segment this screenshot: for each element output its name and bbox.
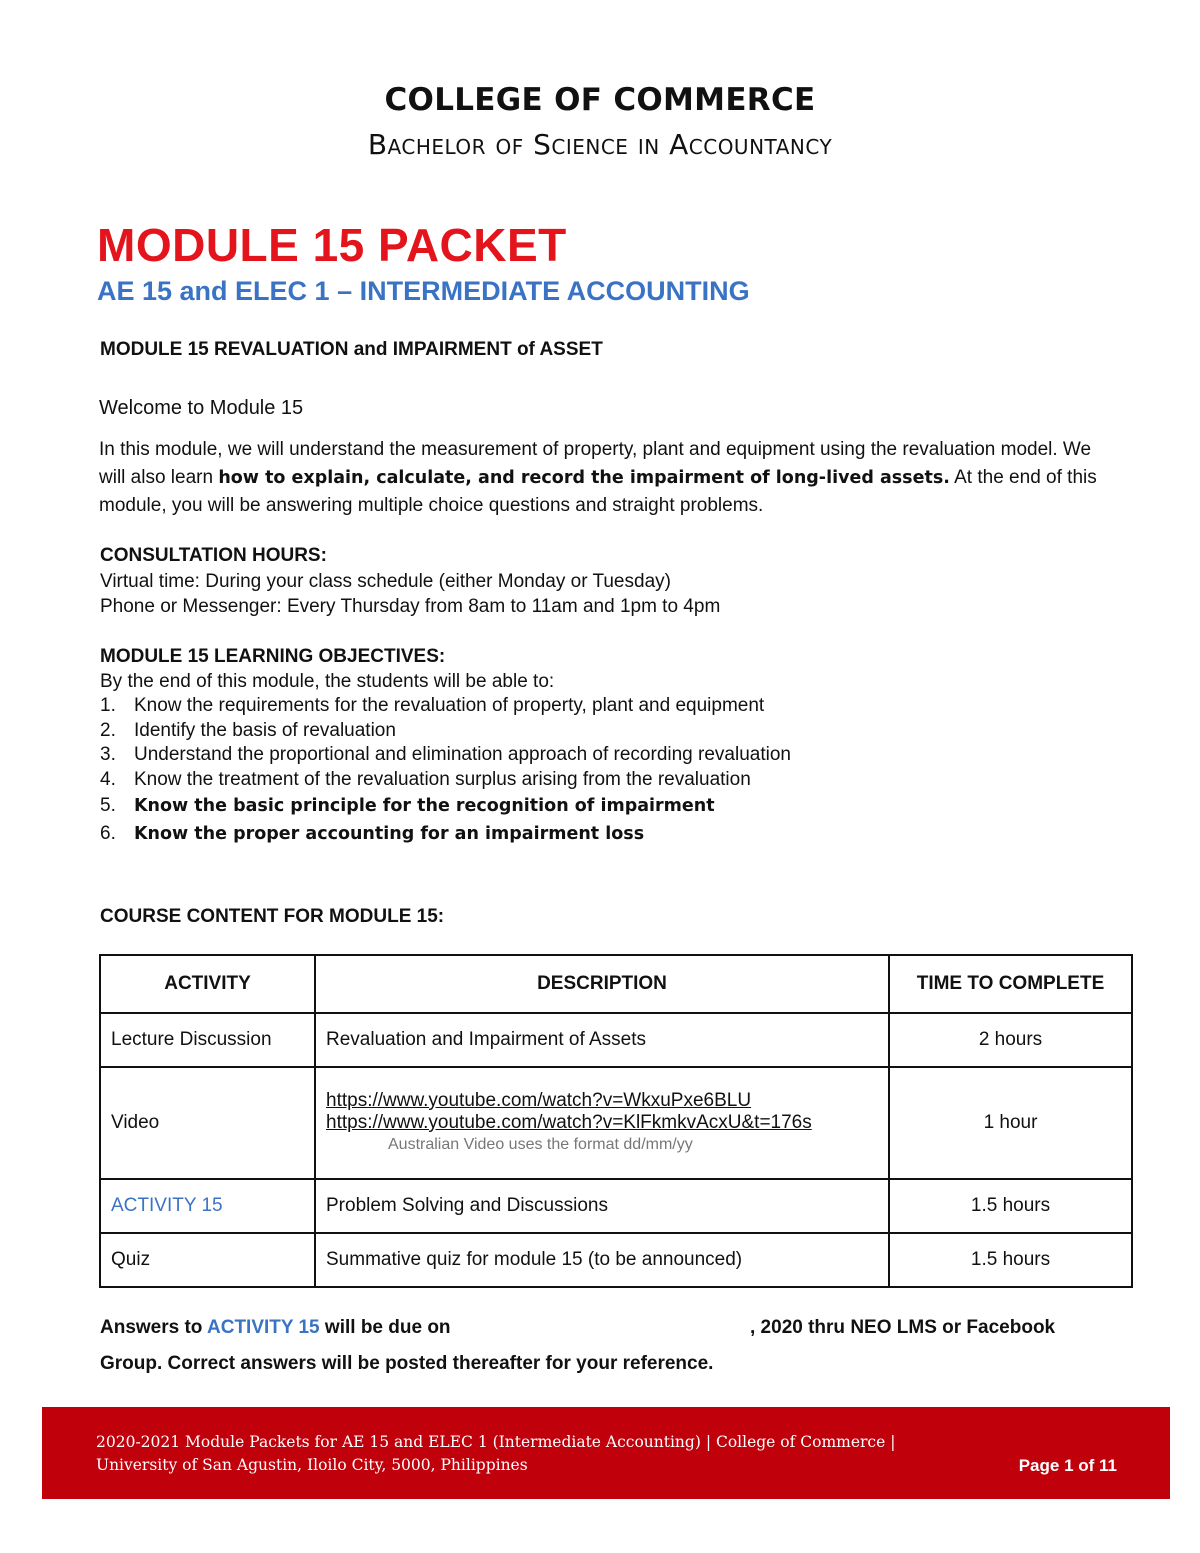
table-header-row bbox=[100, 955, 1132, 1013]
time-cell: 1.5 hours bbox=[889, 1233, 1132, 1287]
column-header-time: TIME TO COMPLETE bbox=[889, 955, 1132, 1013]
description-cell: Summative quiz for module 15 (to be announced) bbox=[315, 1233, 889, 1287]
column-header-activity: ACTIVITY bbox=[100, 955, 315, 1013]
activity-cell: Quiz bbox=[100, 1233, 315, 1287]
table-row bbox=[100, 1067, 1132, 1179]
video-note: Australian Video uses the format dd/mm/yy bbox=[388, 1136, 693, 1153]
due-prefix: Answers to bbox=[100, 1317, 207, 1338]
column-header-description: DESCRIPTION bbox=[315, 955, 889, 1013]
college-name: COLLEGE OF COMMERCE bbox=[384, 82, 816, 118]
objective-item: 3. Understand the proportional and elimination approach of recording revaluation bbox=[100, 744, 791, 765]
page-footer bbox=[42, 1407, 1170, 1499]
time-cell: 1 hour bbox=[889, 1067, 1132, 1179]
due-line-2: Group. Correct answers will be posted thereafter for your reference. bbox=[100, 1353, 714, 1374]
course-content-heading: COURSE CONTENT FOR MODULE 15: bbox=[100, 906, 445, 927]
footer-line-1: 2020-2021 Module Packets for AE 15 and ELEC 1 (Intermediate Accounting) | College of Commerce | bbox=[96, 1433, 896, 1451]
consultation-phone: Phone or Messenger: Every Thursday from 8am to 11am and 1pm to 4pm bbox=[100, 596, 721, 617]
course-content-table bbox=[99, 954, 1133, 1288]
due-line bbox=[100, 1317, 1110, 1339]
module-subject: MODULE 15 REVALUATION and IMPAIRMENT of ASSET bbox=[100, 339, 603, 360]
table-row bbox=[100, 1179, 1132, 1233]
video-link[interactable]: https://www.youtube.com/watch?v=WkxuPxe6BLU bbox=[326, 1090, 752, 1111]
welcome-heading: Welcome to Module 15 bbox=[99, 397, 304, 419]
due-activity-link[interactable]: ACTIVITY 15 bbox=[207, 1317, 320, 1338]
program-name: Bachelor of Science in Accountancy bbox=[367, 128, 833, 161]
welcome-text-2: At the end of this module, you will be answering multiple choice questions and straight problems. bbox=[99, 467, 1097, 516]
due-mid: will be due on bbox=[319, 1317, 451, 1338]
description-cell bbox=[315, 1067, 889, 1179]
time-cell: 1.5 hours bbox=[889, 1179, 1132, 1233]
activity-cell[interactable]: ACTIVITY 15 bbox=[100, 1179, 315, 1233]
objective-item: 6. Know the proper accounting for an impairment loss bbox=[100, 823, 645, 844]
activity-cell: Lecture Discussion bbox=[100, 1013, 315, 1067]
welcome-text-1: In this module, we will understand the measurement of property, plant and equipment using the revaluation model. We will also learn bbox=[99, 439, 1092, 488]
welcome-text-bold: how to explain, calculate, and record the impairment of long-lived assets. bbox=[218, 468, 950, 488]
video-link[interactable]: https://www.youtube.com/watch?v=KlFkmkvAcxU&t=176s bbox=[326, 1112, 812, 1133]
objective-item: 4. Know the treatment of the revaluation surplus arising from the revaluation bbox=[100, 768, 751, 790]
due-suffix: , 2020 thru NEO LMS or Facebook bbox=[750, 1317, 1056, 1338]
consultation-heading: CONSULTATION HOURS: bbox=[100, 545, 327, 566]
table-row bbox=[100, 1233, 1132, 1287]
description-cell: Revaluation and Impairment of Assets bbox=[315, 1013, 889, 1067]
objectives-intro: By the end of this module, the students will be able to: bbox=[100, 671, 555, 692]
objective-item: 2. Identify the basis of revaluation bbox=[100, 719, 396, 741]
objectives-list bbox=[100, 694, 791, 848]
objective-item: 5. Know the basic principle for the recognition of impairment bbox=[100, 795, 715, 816]
table-row bbox=[100, 1013, 1132, 1067]
module-title: MODULE 15 PACKET bbox=[97, 219, 567, 271]
footer-line-2: University of San Agustin, Iloilo City, 5000, Philippines bbox=[96, 1456, 528, 1474]
time-cell: 2 hours bbox=[889, 1013, 1132, 1067]
objective-item: 1. Know the requirements for the revaluation of property, plant and equipment bbox=[100, 695, 765, 716]
description-cell: Problem Solving and Discussions bbox=[315, 1179, 889, 1233]
activity-cell: Video bbox=[100, 1067, 315, 1179]
course-title: AE 15 and ELEC 1 – INTERMEDIATE ACCOUNTING bbox=[97, 276, 750, 306]
welcome-paragraph bbox=[99, 436, 1109, 520]
consultation-virtual: Virtual time: During your class schedule (either Monday or Tuesday) bbox=[100, 571, 671, 592]
objectives-heading: MODULE 15 LEARNING OBJECTIVES: bbox=[100, 646, 446, 667]
page-number: Page 1 of 11 bbox=[1018, 1456, 1117, 1475]
